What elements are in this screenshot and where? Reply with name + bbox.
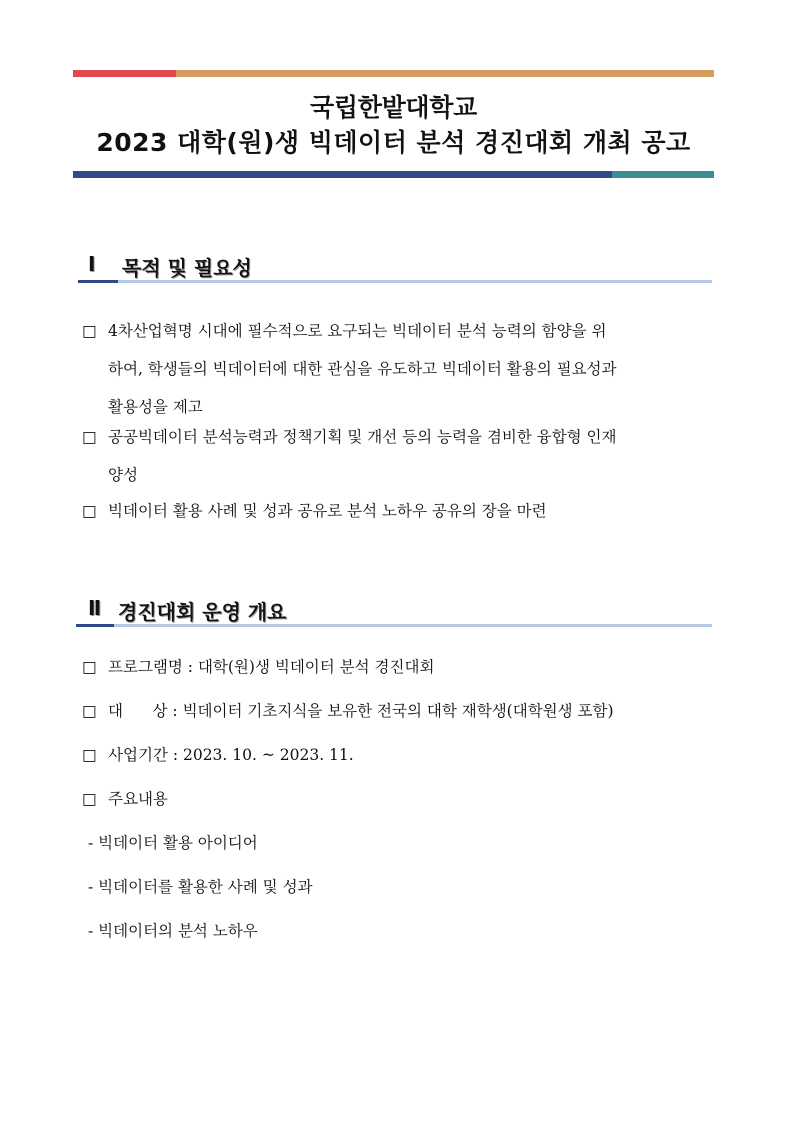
contents-subitem-3: - 빅데이터의 분석 노하우 bbox=[88, 922, 258, 940]
section-1-underline-accent bbox=[78, 280, 118, 283]
checkbox-bullet: □ bbox=[82, 658, 97, 676]
section-2-heading bbox=[78, 596, 714, 626]
checkbox-bullet: □ bbox=[82, 746, 97, 764]
item-1-line-2: 하여, 학생들의 빅데이터에 대한 관심을 유도하고 빅데이터 활용의 필요성과 bbox=[108, 360, 617, 378]
checkbox-bullet: □ bbox=[82, 702, 97, 720]
section-2-underline-accent bbox=[76, 624, 114, 627]
contents-subitem-1: - 빅데이터 활용 아이디어 bbox=[88, 834, 258, 852]
section-2-underline bbox=[114, 624, 712, 627]
item-1-line-3: 활용성을 제고 bbox=[108, 398, 203, 416]
section-1-item-3 bbox=[82, 492, 722, 530]
section-1-number: Ⅰ bbox=[88, 252, 96, 276]
checkbox-bullet: □ bbox=[82, 790, 97, 808]
section-2-item-program bbox=[82, 655, 434, 677]
section-2-item-target bbox=[82, 699, 614, 721]
item-3-line-1: 빅데이터 활용 사례 및 성과 공유로 분석 노하우 공유의 장을 마련 bbox=[108, 502, 547, 520]
bottom-bar-teal-segment bbox=[612, 171, 714, 178]
section-2-number: Ⅱ bbox=[88, 596, 102, 620]
section-2-title: 경진대회 운영 개요 bbox=[118, 600, 287, 624]
section-1-item-1 bbox=[82, 312, 722, 426]
item-1-line-1: 4차산업혁명 시대에 필수적으로 요구되는 빅데이터 분석 능력의 함양을 위 bbox=[108, 322, 607, 340]
section-1-item-2 bbox=[82, 418, 722, 494]
section-1-title: 목적 및 필요성 bbox=[122, 256, 252, 280]
item-2-line-2: 양성 bbox=[108, 466, 138, 484]
section-1-underline bbox=[118, 280, 712, 283]
period-text: 사업기간 : 2023. 10. ~ 2023. 11. bbox=[108, 746, 354, 764]
checkbox-bullet: □ bbox=[82, 502, 97, 520]
top-bar-orange-segment bbox=[176, 70, 714, 77]
section-2-item-period bbox=[82, 743, 354, 765]
contents-text: 주요내용 bbox=[108, 790, 168, 808]
program-name-text: 프로그램명 : 대학(원)생 빅데이터 분석 경진대회 bbox=[108, 658, 435, 676]
title-line-2: 2023 대학(원)생 빅데이터 분석 경진대회 개최 공고 bbox=[96, 128, 691, 157]
top-color-bar bbox=[73, 70, 714, 77]
checkbox-bullet: □ bbox=[82, 322, 97, 340]
title-bottom-bar bbox=[73, 171, 714, 178]
title-line-1: 국립한밭대학교 bbox=[310, 93, 477, 122]
bottom-bar-navy-segment bbox=[73, 171, 612, 178]
section-2-item-contents bbox=[82, 787, 168, 809]
item-2-line-1: 공공빅데이터 분석능력과 정책기획 및 개선 등의 능력을 겸비한 융합형 인재 bbox=[108, 428, 617, 446]
target-text: 대 상 : 빅데이터 기초지식을 보유한 전국의 대학 재학생(대학원생 포함) bbox=[108, 702, 614, 720]
checkbox-bullet: □ bbox=[82, 428, 97, 446]
contents-subitem-2: - 빅데이터를 활용한 사례 및 성과 bbox=[88, 878, 313, 896]
section-1-heading bbox=[78, 252, 714, 282]
top-bar-red-segment bbox=[73, 70, 176, 77]
